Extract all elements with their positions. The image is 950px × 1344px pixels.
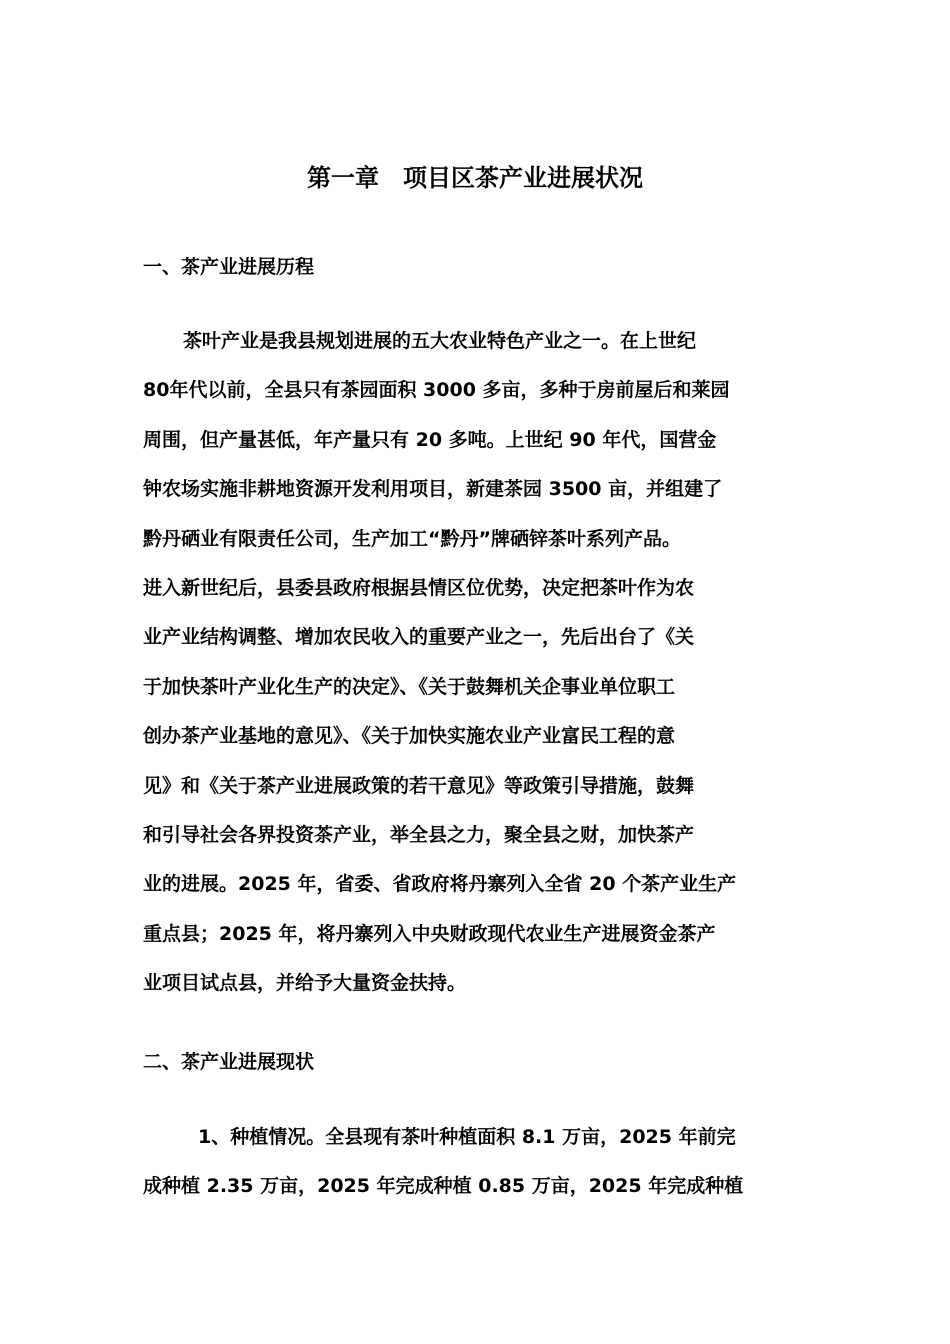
paragraph-status [143,1113,811,1212]
paragraph-line: 黔丹硒业有限责任公司，生产加工“黔丹”牌硒锌茶叶系列产品。 [143,527,681,550]
chapter-title: 第一章 项目区茶产业进展状况 [307,164,643,192]
paragraph-line: 业的进展。2025 年，省委、省政府将丹寨列入全省 20 个茶产业生产 [143,873,737,896]
paragraph-history [143,317,811,1009]
paragraph-line: 业产业结构调整、增加农民收入的重要产业之一，先后出台了《关 [143,626,695,649]
paragraph-line: 80年代以前，全县只有茶园面积 3000 多亩，多种于房前屋后和莱园 [143,379,730,402]
paragraph-line: 见》和《关于茶产业进展政策的若干意见》等政策引导措施，鼓舞 [143,774,695,797]
paragraph-line: 1、种植情况。全县现有茶叶种植面积 8.1 万亩，2025 年前完 [198,1126,736,1148]
paragraph-line: 进入新世纪后，县委县政府根据县情区位优势，决定把茶叶作为农 [143,577,695,600]
section-heading-history: 一、茶产业进展历程 [143,256,315,278]
paragraph-line: 钟农场实施非耕地资源开发利用项目，新建茶园 3500 亩，并组建了 [143,478,723,501]
paragraph-line: 于加快茶叶产业化生产的决定》、《关于鼓舞机关企事业单位职工 [143,675,676,698]
paragraph-line: 成种植 2.35 万亩，2025 年完成种植 0.85 万亩，2025 年完成种植 [143,1175,744,1198]
paragraph-line: 和引导社会各界投资茶产业，举全县之力，聚全县之财，加快茶产 [143,824,695,847]
section-heading-status: 二、茶产业进展现状 [143,1051,315,1073]
paragraph-line: 业项目试点县，并给予大量资金扶持。 [143,972,467,995]
paragraph-line: 重点县；2025 年，将丹寨列入中央财政现代农业生产进展资金茶产 [143,922,716,945]
paragraph-line: 周围，但产量甚低，年产量只有 20 多吨。上世纪 90 年代，国营金 [143,428,717,451]
paragraph-line: 茶叶产业是我县规划进展的五大农业特色产业之一。在上世纪 [183,330,697,352]
paragraph-line: 创办茶产业基地的意见》、《关于加快实施农业产业富民工程的意 [143,725,676,748]
